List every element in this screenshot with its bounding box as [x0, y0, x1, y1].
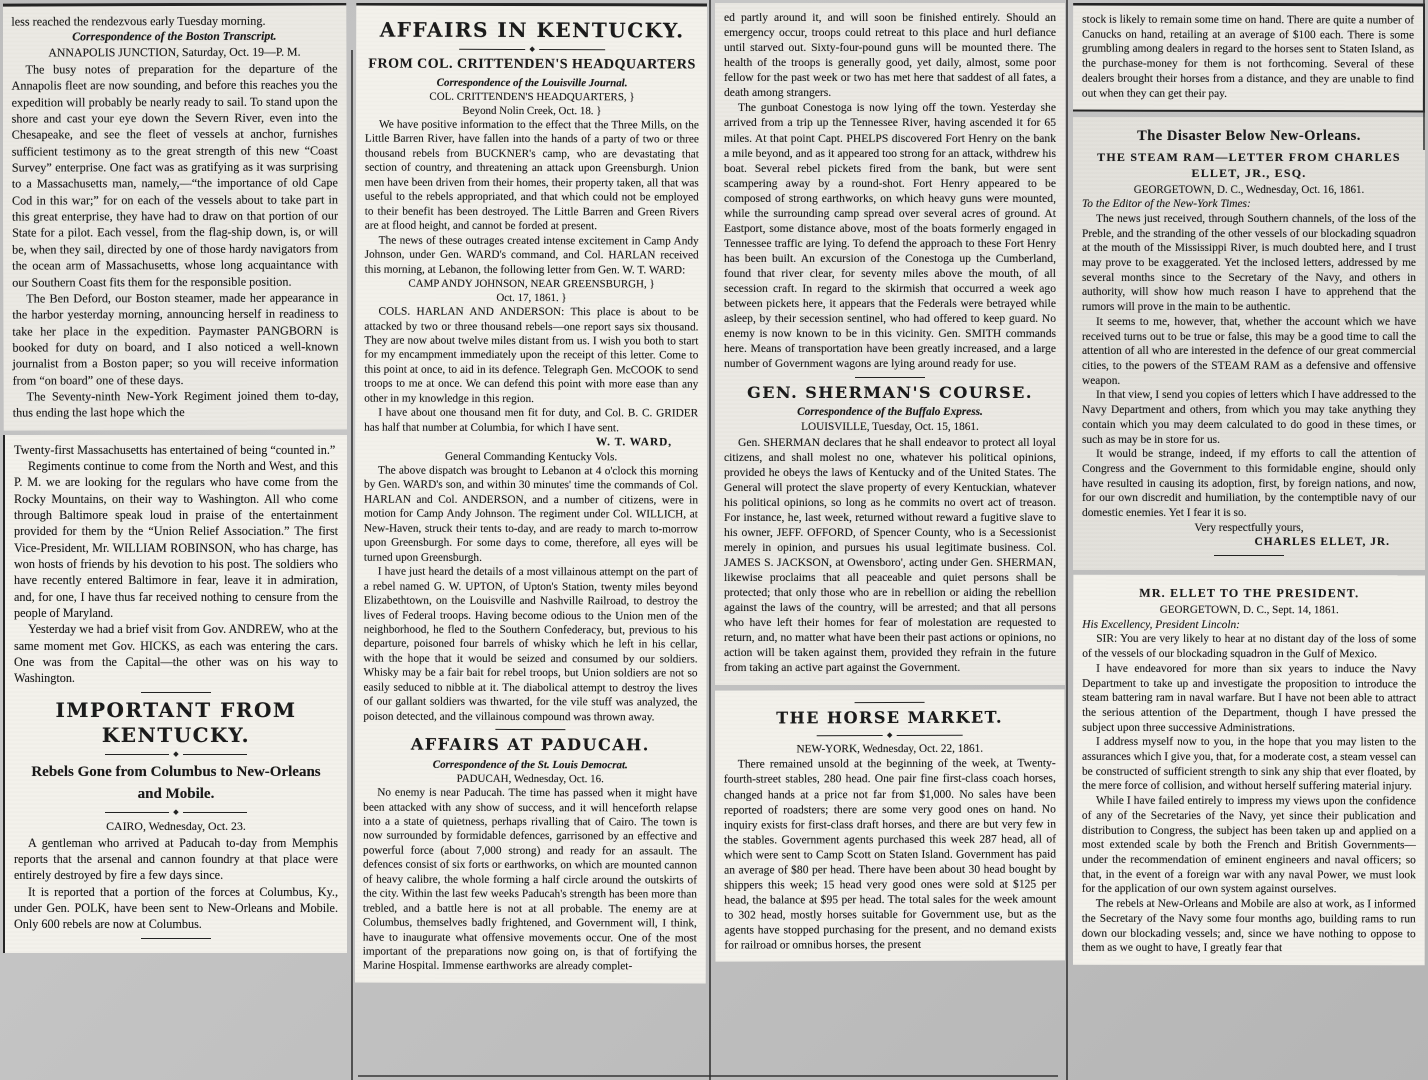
correspondence-byline: Correspondence of the Boston Transcript. [72, 28, 277, 44]
article-subhead: MR. ELLET TO THE PRESIDENT. [1139, 585, 1360, 601]
article-subhead: FROM COL. CRITTENDEN'S HEADQUARTERS [368, 56, 696, 73]
paragraph: I have endeavored for more than six years to induce the Navy Department to take up and investigate the proposition to introduce the steam battering ram in naval warfare. But I have not been able to attract the serious attention of the Department, though I have pressed the subject upon three successive Administrations. [1082, 662, 1417, 734]
column-rule [351, 50, 353, 1080]
column-2 [355, 3, 707, 1080]
decorative-rule [817, 731, 963, 739]
clip-edge [358, 1075, 1058, 1077]
paragraph: It would be strange, indeed, if my efforts to call the attention of Congress and the Government to this formidable engine, should only have resulted in causing its adoption, first, by foreign nations, and now, for our own discredit and humiliation, by the contemptible navy of our domestic enemies. Yet I fear it is so. [1082, 448, 1416, 520]
paragraph: SIR: You are very likely to hear at no distant day of the loss of some of the vessels of our blockading squadron in the Gulf of Mexico. [1082, 633, 1417, 661]
rule-line [105, 812, 170, 813]
signature-line: Very respectfully yours, [1194, 521, 1304, 534]
newspaper-clipping [715, 689, 1065, 961]
paragraph: I have just heard the details of a most villainous attempt on the part of a rebel named G. W. UPTON, of Upton's Station, twenty miles beyond Elizabethtown, on the Louisville and Nashville Railroad, to destroy the lives of Federal troops. Having become odious to the Union men of the neighborhood, he fled to the Southern Confederacy, but, previous to his departure, poisoned four barrels of whisky which he left in his cellar, with the hope that it would be seized and consumed by our soldiers. Whisky may be a fair bait for rebel troops, but Union soldiers are not so easily seduced to nibble at it. The diabolical attempt to destroy the lives of our gallant soldiers was thwarted, for the vile stuff was analyzed, the poison detected, and the villainous compound was thrown away. [363, 565, 698, 724]
newspaper-clipping [3, 435, 347, 953]
paragraph: Yesterday we had a brief visit from Gov. ANDREW, who at the same moment met Gov. HICKS, as each was entering the cars. One was from the Capital—the other was on his way to Washington. [14, 622, 338, 686]
paragraph: The busy notes of preparation for the departure of the Annapolis fleet are now sounding, and before this reaches you the expedition will probably be nearly ready to sail. To stand upon the shore and cast your eye down the Severn River, even into the Chesapeake, and see the fleet of vessels at anchor, furnishes sufficient testimony as to the great strength of this new “Coast Survey” enterprise. One fact was as gratifying as it was surprising to a Massachusetts man, namely,—“the importance of old Cape Cod in this war;” for on each of the vessels about to take part in this great enterprise, they have had to draw on that portion of our State for a pilot. Each vessel, from the flag-ship down, is, or will be, when they sail, directed by one of those hardy navigators from the ocean arm of Massachusetts, whose long acquaintance with our Southern Coast fits them for the responsible position. [11, 61, 339, 290]
paragraph: It seems to me, however, that, whether the account which we have received turns out to be true or false, this may be a good time to call the attention of all who are interested in the defence of our great commercial cities, to the powers of the STEAM RAM as a defensive and offensive weapon. [1082, 315, 1416, 387]
article-deck: Rebels Gone from Columbus to New-Orleans and Mobile. [31, 763, 321, 803]
newspaper-clipping [355, 3, 707, 983]
article-subhead: THE STEAM RAM—LETTER FROM CHARLES ELLET, JR., ESQ. [1097, 150, 1401, 180]
diamond-ornament-icon: ◆ [529, 44, 535, 54]
paragraph: There remained unsold at the beginning of the week, at Twenty-fourth-street stables, 280 head. One pair fine first-class coach horses, changed hands at a price not far from $1,000. No sales have been reported of roadsters; there are some very good ones on hand. No inquiry exists for first-class draft horses, and there are but very few in the stables. Government agents purchased this week 287 head, all of which were sent to Camp Scott on Staten Island. Government has paid an average of $80 per head. There have been about 30 head bought by shippers this week; 15 head very good ones were sold at $125 per head, the balance at $95 per head. The total sales for the week amount to 302 head, mostly horses suitable for Government use, but as the agents have stopped purchasing for the present, and no demand exists for railroad or omnibus horses, the present [723, 756, 1057, 952]
article-headline: AFFAIRS AT PADUCAH. [410, 734, 650, 755]
section-rule [141, 692, 211, 693]
paragraph: No enemy is near Paducah. The time has passed when it might have been attacked with any show of success, and it will henceforth relapse into a a state of quietness, perhaps rivalling that of Cairo. The town is now surrounded by formidable defences, garrisoned by an effective and powerful force (about 7,000 strong) and ready for an assault. The defences consist of six forts or earthworks, on which are mounted cannon of heavy calibre, the whole forming a half circle around the outskirts of the city. Within the last few weeks Paducah's strength has been more than trebled, and a battle here is not at all probable. The enemy are at Columbus, themselves badly frightened, and Government will, I think, have to inaugurate what offensive movements occur. One of the most important of the preparations now going on, is that of fortifying the Marine Hospital. Immense earthworks are already complet- [362, 786, 698, 973]
dateline: PADUCAH, Wednesday, Oct. 16. [456, 772, 604, 786]
rule-line [105, 754, 170, 755]
article-headline: AFFAIRS IN KENTUCKY. [379, 17, 685, 43]
column-4 [1073, 3, 1425, 1080]
paragraph: COLS. HARLAN AND ANDERSON: This place is about to be attacked by two or three thousand rebels—one report says six thousand. They are now about twelve miles distant from us. I wish you both to start for my encampment immediately upon the receipt of this letter. Come to this point at once, to aid in its defence. Telegraph Gen. McCOOK to send troops to me at once. We can defend this point with more ease than any other in my knowledge in this region. [364, 305, 699, 405]
paragraph: In that view, I send you copies of letters which I have addressed to the Navy Department and others, from which you may take anything they contain which you may deem calculated to do good in these times, or such as may be in store for us. [1082, 389, 1416, 446]
section-rule [1214, 555, 1284, 556]
dateline: NEW-YORK, Wednesday, Oct. 22, 1861. [796, 742, 984, 755]
decorative-rule [105, 751, 248, 758]
rule-line [459, 49, 526, 50]
correspondence-byline: Correspondence of the Louisville Journal. [436, 76, 628, 90]
dateline: Oct. 17, 1861. } [496, 291, 567, 305]
dateline: CAIRO, Wednesday, Oct. 23. [106, 818, 246, 833]
newspaper-clipping [1073, 575, 1425, 966]
column-rule [709, 0, 711, 1080]
paragraph-continuation: less reached the rendezvous early Tuesday morning. [11, 13, 266, 29]
dateline: GEORGETOWN, D. C., Wednesday, Oct. 16, 1861. [1133, 184, 1365, 196]
paragraph: While I have failed entirely to impress my views upon the confidence of any of the Secretaries of the Navy, yet since their publication and distribution to Congress, the subject has been taken up and applied on a most extended scale by both the French and British Governments—under the recommendation of eminent engineers and naval officers; so that, in the event of a foreign war with any naval Power, we must look for the application of our own system against ourselves. [1081, 795, 1416, 896]
column-rule [1066, 0, 1068, 1080]
correspondence-byline: Correspondence of the St. Louis Democrat. [432, 758, 628, 772]
rule-line [817, 734, 883, 735]
rule-line [183, 812, 248, 813]
paragraph-continuation: stock is likely to remain some time on hand. There are quite a number of Canucks on hand, retailing at an average of $100 each. There is some grumbling among dealers in regard to the horses sent to Staten Island, as the purchase-money for them is not forthcoming. Several of these dealers brought their horses from a distance, and they are unable to find out when they can get their pay. [1081, 13, 1415, 100]
dateline: COL. CRITTENDEN'S HEADQUARTERS, } [429, 90, 635, 104]
article-headline: IMPORTANT FROM KENTUCKY. [55, 697, 297, 747]
rule-line [539, 49, 606, 50]
paragraph-continuation: ed partly around it, and will soon be finished entirely. Should an emergency occur, troops could retreat to this place and hurl defiance until starved out. Sixty-four-pound guns will be mounted there. The health of the troops is generally good, yet daily, almost, some poor fellow for the past week or two has met here that saddest of all fates, a death among strangers. [724, 11, 1056, 100]
diamond-ornament-icon: ◆ [886, 730, 893, 739]
article-headline: GEN. SHERMAN'S COURSE. [747, 382, 1033, 402]
paragraph: The gunboat Conestoga is now lying off the town. Yesterday she arrived from a trip up the Tennessee River, having ascended it for 65 miles. At that point Capt. PHELPS discovered Fort Henry on the bank a mile beyond, and as it appeared too strong for an attack, withdrew his boat. Several rebel pickets fired from the bank, but were sent scampering away by a round-shot. Fort Henry appeared to be composed of strong earthworks, on which heavy guns were mounted, while the surrounding camp spread over several acres of ground. At Eastport, some distance above, most of the boats formerly engaged in Tennessee traffic are lying. To defend the approach to these Fort Henry has been built. An excursion of the Conestoga up the Cumberland, found that river clear, for seventy miles above the mouth, of all secession craft. In regard to the skirmish that occurred a week ago between pickets here, it appears that the Federals were betrayed while asleep, by their secession sentinel, who had offered to keep guard. No enemy is now known to be in this vicinity. Gen. SMITH commands here. Means of transportation have been greatly increased, and a large number of Government wagons are lying around ready for use. [724, 101, 1056, 371]
paragraph: It is reported that a portion of the forces at Columbus, Ky., under Gen. POLK, have been sent to New-Orleans and Mobile. Only 600 rebels are now at Columbus. [14, 884, 338, 932]
decorative-rule [105, 809, 248, 816]
article-headline: THE HORSE MARKET. [776, 707, 1004, 727]
decorative-rule [459, 46, 606, 53]
signature: CHARLES ELLET, JR. [1254, 536, 1390, 549]
rule-line [183, 754, 248, 755]
paragraph: The news of these outrages created intense excitement in Camp Andy Johnson, under Gen. WARD's command, and Col. HARLAN received this morning, at Lebanon, the following letter from Gen. W. T. WARD: [364, 234, 699, 276]
section-rule [141, 938, 211, 939]
paragraph: A gentleman who arrived at Paducah to-day from Memphis reports that the arsenal and cannon foundry at that place were entirely destroyed by fire a few days since. [14, 835, 338, 883]
paragraph: The news just received, through Southern channels, of the loss of the Preble, and the stranding of the other vessels of our blockading squadron at the mouth of the Mississippi River, is much doubted here, and I trust may prove to be exaggerated. Yet the inclosed letters, addressed by me several months since to the Secretary of the Navy, and others in authority, will show how much reason I have to apprehend that the rumors will prove in the main to be authentic. [1082, 212, 1416, 314]
letter-addressee: His Excellency, President Lincoln: [1082, 618, 1240, 631]
column-1 [3, 3, 347, 1080]
signature-line: General Commanding Kentucky Vols. [445, 450, 618, 463]
clip-edge [1423, 0, 1425, 150]
section-rule [495, 729, 565, 730]
paragraph-continuation: Twenty-first Massachusetts has entertained of being “counted in.” [14, 442, 336, 457]
column-3 [715, 3, 1065, 1080]
article-headline: The Disaster Below New-Orleans. [1137, 128, 1361, 145]
paragraph: The Ben Deford, our Boston steamer, made her appearance in the harbor yesterday morning, announcing herself in readiness to take her place in the expedition. Paymaster PANGBORN is booked for duty on board, and I also noticed a well-known journalist from a Boston paper; so you will receive information from “on board” one of these days. [12, 290, 339, 388]
paragraph: Regiments continue to come from the North and West, and this P. M. we are looking for the regulars who have come from the Rocky Mountains, on their way to Washington. All who come through Baltimore speak loud in praise of the entertainment provided for them by the “Union Relief Association.” The first Vice-President, Mr. WILLIAM ROBINSON, who has charge, has won hosts of friends by his devotion to his post. The soldiers who have recently entered Baltimore in fear, leave it in admiration, and, for one, I have thus far received nothing to censure from the people of Maryland. [14, 458, 338, 621]
paragraph: I address myself now to you, in the hope that you may listen to the assurances which I give you, that, for a moderate cost, a steam vessel can be constructed of sufficient strength to sink any ship that ever floated, by the mere force of collision, and without herself suffering material injury. [1081, 736, 1417, 793]
dateline: Beyond Nolin Creek, Oct. 18. } [462, 104, 602, 118]
dateline: ANNAPOLIS JUNCTION, Saturday, Oct. 19—P. M. [48, 44, 301, 60]
newspaper-clipping [3, 3, 347, 430]
paragraph: I have about one thousand men fit for duty, and Col. B. C. GRIDER has half that number at Columbia, for which I have sent. [364, 406, 699, 434]
letter-addressee: To the Editor of the New-York Times: [1082, 198, 1251, 211]
dateline: CAMP ANDY JOHNSON, NEAR GREENSBURGH, } [408, 277, 655, 291]
rule-line [896, 734, 962, 735]
paragraph: The rebels at New-Orleans and Mobile are also at work, as I informed the Secretary of the Navy some four months ago, building rams to run down our blockading vessels; and, since we have nothing to oppose to them as we ought to have, I greatly fear that [1081, 897, 1416, 955]
newspaper-clipping [1073, 117, 1425, 570]
newspaper-clipping [715, 3, 1065, 685]
diamond-ornament-icon: ◆ [173, 749, 179, 758]
paragraph: The Seventy-ninth New-York Regiment joined them to-day, thus ending the last hope which the [12, 388, 339, 420]
paragraph: We have positive information to the effect that the Three Mills, on the Little Barren River, have fallen into the hands of a party of two or three thousand rebels from BUCKNER's camp, who are devastating that section of country, and threatening an attack upon Greensburgh. Union men have been driven from their homes, their property taken, all that was useful to the rebels appropriated, and that which could not be employed to their benefit has been destroyed. The Little Barren and Green Rivers are at flood height, and cannot be forded at present. [364, 118, 699, 233]
correspondence-byline: Correspondence of the Buffalo Express. [797, 406, 983, 419]
dateline: LOUISVILLE, Tuesday, Oct. 15, 1861. [801, 420, 979, 433]
newspaper-clipping [1073, 3, 1425, 113]
section-rule [855, 377, 925, 378]
signature: W. T. WARD, [595, 436, 673, 449]
paragraph: Gen. SHERMAN declares that he shall endeavor to protect all loyal citizens, and shall molest no one, whatever his political opinions, provided he obeys the laws of Kentucky and of the United States. The General will protect the slave property of every Kentuckian, whatever his political opinions, so long as he commits no overt act of treason. For instance, he, last week, returned without reward a fugitive slave to his owner, JEFF. OFFORD, of Spencer County, who is a Secessionist merely in opinion, and pursues his usual legitimate business. Col. JAMES S. JACKSON, at Owensboro', acting under Gen. SHERMAN, likewise proclaims that all peaceable and quiet persons shall be protected; that only those who are in rebellion or aiding the rebellion against the laws of the country, will be arrested; and that all persons who have left their homes for fear of molestation are requested to return, and, no matter what have been their past actions or opinions, no action will be taken against them, provided they refrain in the future from taking an active part against the Government. [724, 435, 1056, 675]
section-rule [855, 701, 925, 702]
paragraph: The above dispatch was brought to Lebanon at 4 o'clock this morning by Gen. WARD's son, and within 30 minutes' time the commands of Col. HARLAN and Col. ANDERSON, and a number of citizens, were in motion for Camp Andy Johnson. The regiment under Col. WILLICH, at New-Haven, struck their tents to-day, and are ready to march to-morrow upon Greensburgh. For some days to come, therefore, all eyes will be turned upon Greensburgh. [363, 464, 699, 564]
diamond-ornament-icon: ◆ [173, 807, 179, 816]
dateline: GEORGETOWN, D. C., Sept. 14, 1861. [1159, 604, 1339, 617]
